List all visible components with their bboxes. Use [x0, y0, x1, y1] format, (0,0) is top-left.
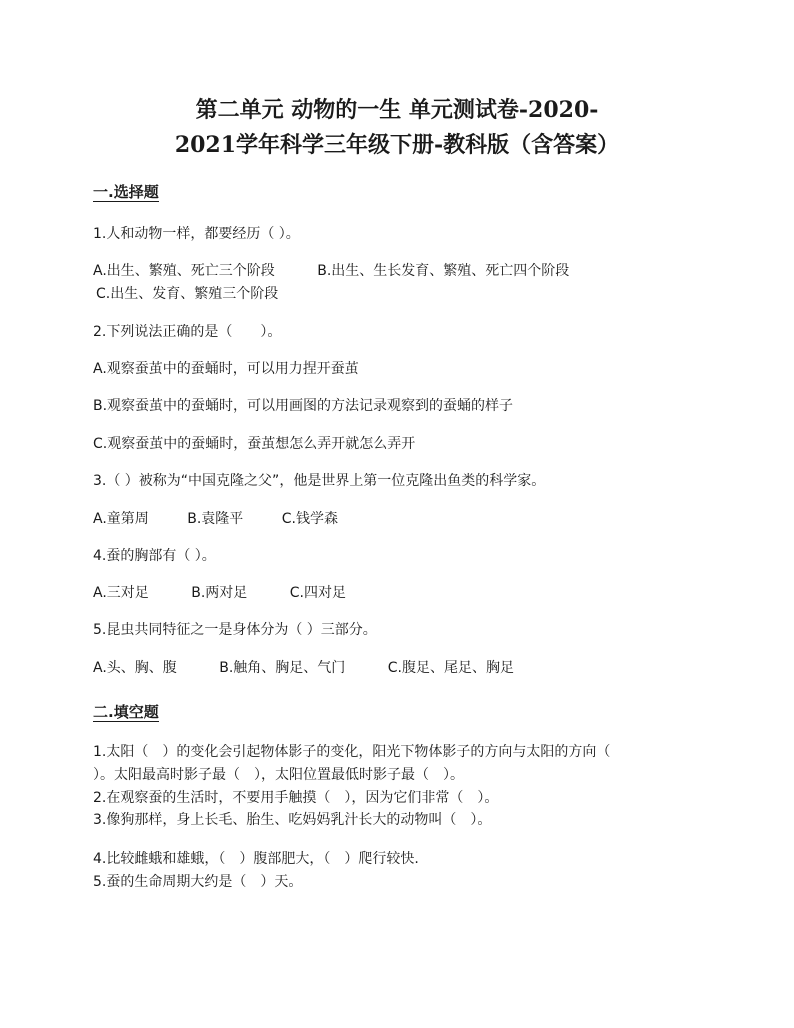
- question-4-options: [93, 584, 346, 602]
- question-5-option-c: C.腹足、尾足、胸足: [387, 660, 514, 676]
- section-heading-fill-blank: 二.填空题: [93, 703, 159, 721]
- question-4-option-b: B.两对足: [191, 585, 248, 601]
- section-heading-choice: 一.选择题: [93, 183, 159, 201]
- fill-question-2: 2.在观察蚕的生活时，不要用手触摸（ ），因为它们非常（ ）。: [93, 790, 499, 806]
- question-1-stem: 1.人和动物一样，都要经历（ ）。: [93, 226, 300, 242]
- fill-question-4: 4.比较雌蛾和雄蛾，（ ）腹部肥大，（ ）爬行较快.: [93, 851, 419, 867]
- question-3-stem: 3.（ ）被称为“中国克隆之父”，他是世界上第一位克隆出鱼类的科学家。: [93, 473, 546, 489]
- question-1-option-c: C.出生、发育、繁殖三个阶段: [96, 286, 279, 302]
- question-4-option-a: A.三对足: [93, 585, 149, 601]
- question-1-options-row-1: [93, 262, 569, 280]
- question-2-option-c: C.观察蚕茧中的蚕蛹时，蚕茧想怎么弄开就怎么弄开: [93, 436, 416, 452]
- question-2-stem: 2.下列说法正确的是（ ）。: [93, 324, 282, 340]
- question-4-stem: 4.蚕的胸部有（ ）。: [93, 548, 216, 564]
- question-1-option-a: A.出生、繁殖、死亡三个阶段: [93, 263, 275, 279]
- question-3-options: [93, 510, 338, 528]
- question-3-option-c: C.钱学森: [281, 511, 338, 527]
- question-1-option-b: B.出生、生长发育、繁殖、死亡四个阶段: [317, 263, 570, 279]
- question-5-option-b: B.触角、胸足、气门: [219, 660, 346, 676]
- fill-question-1-line-2: ）。太阳最高时影子最（ ），太阳位置最低时影子最（ ）。: [93, 767, 464, 783]
- question-3-option-a: A.童第周: [93, 511, 149, 527]
- question-2-option-a: A.观察蚕茧中的蚕蛹时，可以用力捏开蚕茧: [93, 361, 359, 377]
- question-5-options: [93, 659, 514, 677]
- question-5-option-a: A.头、胸、腹: [93, 660, 177, 676]
- fill-question-5: 5.蚕的生命周期大约是（ ）天。: [93, 874, 303, 890]
- question-2-option-b: B.观察蚕茧中的蚕蛹时，可以用画图的方法记录观察到的蚕蛹的样子: [93, 398, 514, 414]
- fill-question-3: 3.像狗那样，身上长毛、胎生、吃妈妈乳汁长大的动物叫（ ）。: [93, 812, 492, 828]
- question-3-option-b: B.袁隆平: [187, 511, 244, 527]
- fill-question-1-line-1: 1.太阳（ ）的变化会引起物体影子的变化，阳光下物体影子的方向与太阳的方向（: [93, 744, 611, 760]
- question-5-stem: 5.昆虫共同特征之一是身体分为（ ）三部分。: [93, 622, 377, 638]
- document-title-line-1: 第二单元 动物的一生 单元测试卷-2020-: [195, 97, 599, 123]
- document-title-line-2: 2021学年科学三年级下册-教科版（含答案）: [174, 132, 620, 158]
- question-4-option-c: C.四对足: [289, 585, 346, 601]
